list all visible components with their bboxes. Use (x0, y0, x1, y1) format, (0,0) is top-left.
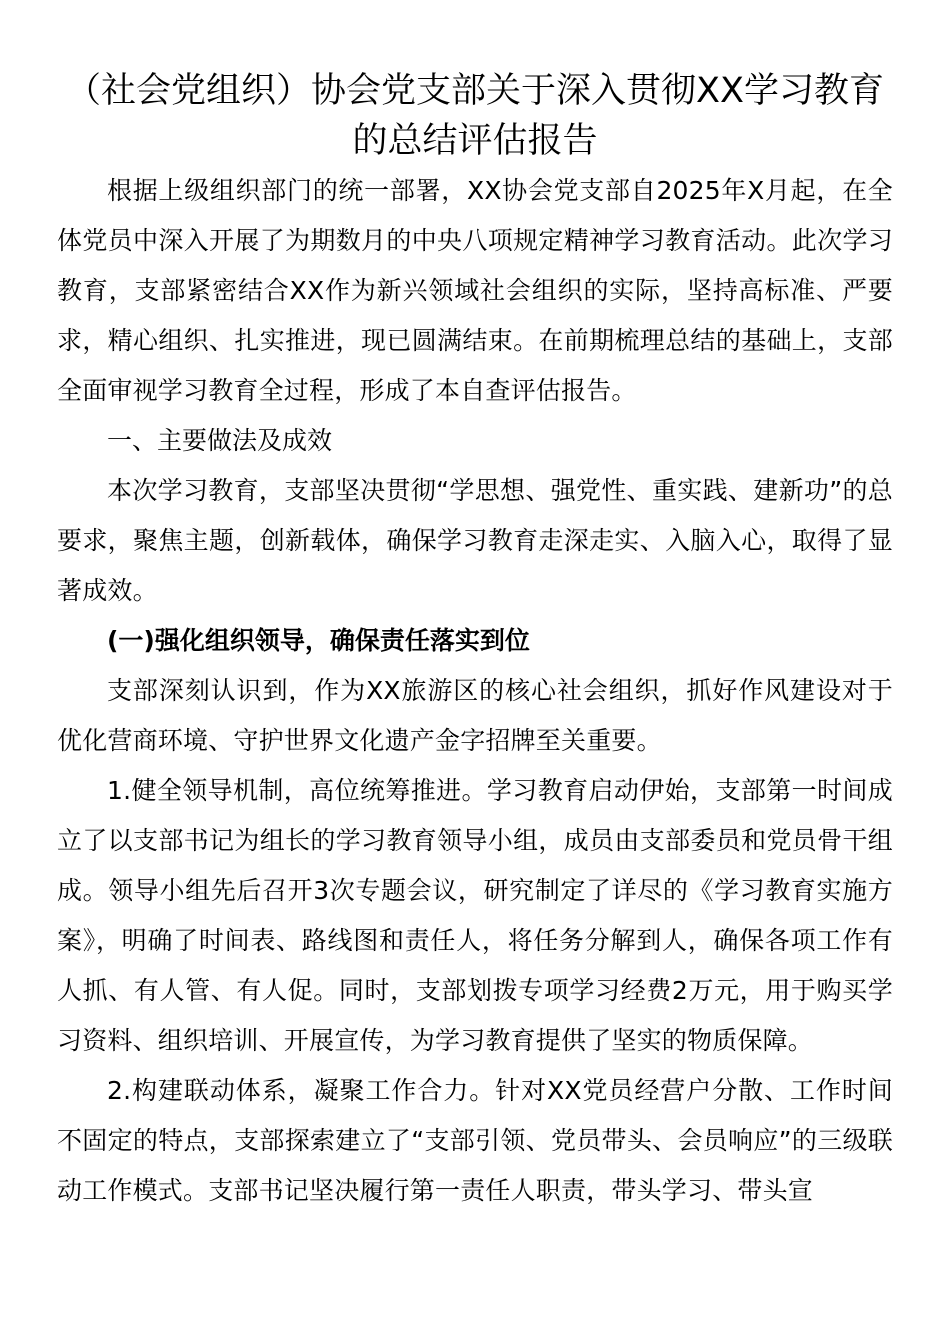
document-title (57, 66, 893, 166)
title-line-2: 的总结评估报告 (352, 121, 598, 161)
intro-paragraph: 根据上级组织部门的统一部署，XX协会党支部自2025年X月起，在全体党员中深入开展了为期数月的中央八项规定精神学习教育活动。此次学习教育，支部紧密结合XX作为新兴领域社会组织的实际，坚持高标准、严要求，精心组织、扎实推进，现已圆满结束。在前期梳理总结的基础上，支部全面审视学习教育全过程，形成了本自查评估报告。 (57, 176, 893, 405)
section-1-body: 本次学习教育，支部坚决贯彻“学思想、强党性、重实践、建新功”的总要求，聚焦主题，创新载体，确保学习教育走深走实、入脑入心，取得了显著成效。 (57, 476, 893, 605)
document-page (57, 66, 893, 1216)
title-line-1: （社会党组织）协会党支部关于深入贯彻XX学习教育 (66, 71, 884, 111)
section-1-heading: 一、主要做法及成效 (107, 426, 333, 455)
subsection-1-heading: (一)强化组织领导，确保责任落实到位 (107, 626, 530, 655)
subsection-1-body: 支部深刻认识到，作为XX旅游区的核心社会组织，抓好作风建设对于优化营商环境、守护世界文化遗产金字招牌至关重要。 (57, 676, 893, 755)
item-2-paragraph: 2.构建联动体系，凝聚工作合力。针对XX党员经营户分散、工作时间不固定的特点，支部探索建立了“支部引领、党员带头、会员响应”的三级联动工作模式。支部书记坚决履行第一责任人职责，带头学习、带头宣 (57, 1076, 893, 1205)
item-1-paragraph: 1.健全领导机制，高位统筹推进。学习教育启动伊始，支部第一时间成立了以支部书记为组长的学习教育领导小组，成员由支部委员和党员骨干组成。领导小组先后召开3次专题会议，研究制定了详尽的《学习教育实施方案》，明确了时间表、路线图和责任人，将任务分解到人，确保各项工作有人抓、有人管、有人促。同时，支部划拨专项学习经费2万元，用于购买学习资料、组织培训、开展宣传，为学习教育提供了坚实的物质保障。 (57, 776, 893, 1055)
